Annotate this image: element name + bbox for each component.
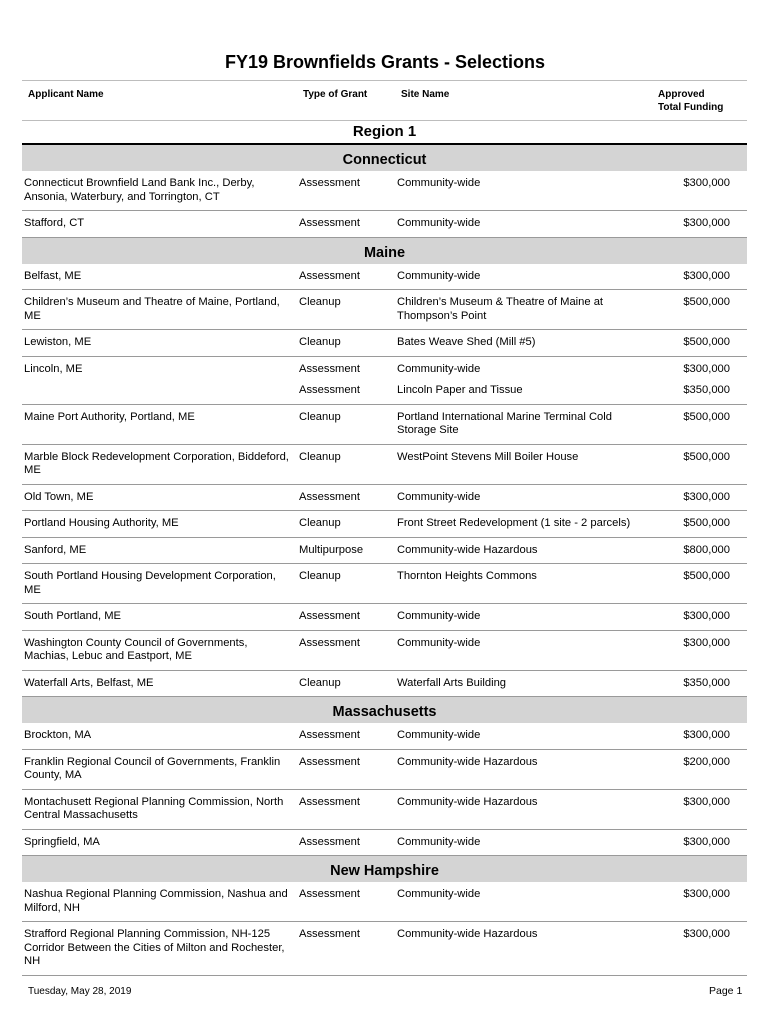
site-name-cell: Community-wide bbox=[397, 269, 481, 282]
table-row bbox=[22, 790, 747, 830]
site-name-cell: Community-wide bbox=[397, 636, 481, 649]
grant-type-cell: Assessment bbox=[299, 610, 360, 622]
site-name-cell: Community-wide bbox=[397, 610, 481, 622]
grant-type-cell: Cleanup bbox=[299, 570, 341, 582]
applicant-cell: Brockton, MA bbox=[24, 729, 92, 741]
site-name-cell: Community-wide bbox=[397, 729, 481, 741]
applicant-cell: Nashua Regional Planning Commission, Nashua and Milford, NH bbox=[24, 888, 288, 914]
grant-type-cell: Assessment bbox=[299, 729, 360, 741]
site-name-cell: Waterfall Arts Building bbox=[397, 676, 507, 689]
funding-cell: $500,000 bbox=[683, 296, 730, 308]
funding-cell: $300,000 bbox=[683, 177, 730, 189]
funding-cell: $300,000 bbox=[683, 217, 730, 229]
funding-cell: $300,000 bbox=[683, 835, 730, 848]
table-row bbox=[22, 357, 747, 381]
table-row bbox=[22, 671, 747, 698]
table-row bbox=[22, 405, 747, 445]
footer-page-number: Page 1 bbox=[709, 985, 743, 997]
table-row bbox=[22, 631, 747, 671]
applicant-cell: Maine Port Authority, Portland, ME bbox=[24, 410, 195, 423]
site-name-cell: Community-wide bbox=[397, 888, 481, 900]
grant-type-cell: Assessment bbox=[299, 269, 360, 282]
table-row bbox=[22, 882, 747, 922]
site-name-cell: Bates Weave Shed (Mill #5) bbox=[397, 336, 536, 348]
applicant-cell: Marble Block Redevelopment Corporation, Biddeford, ME bbox=[24, 450, 289, 476]
funding-cell: $300,000 bbox=[683, 636, 730, 649]
grant-type-cell: Cleanup bbox=[299, 336, 341, 348]
table-row bbox=[22, 511, 747, 538]
site-name-cell: Community-wide bbox=[397, 362, 481, 375]
column-header-funding bbox=[658, 88, 723, 114]
funding-cell: $300,000 bbox=[683, 795, 730, 808]
column-header-site: Site Name bbox=[401, 89, 450, 100]
applicant-cell: Old Town, ME bbox=[24, 490, 94, 503]
funding-cell: $500,000 bbox=[683, 410, 730, 423]
table-row bbox=[22, 538, 747, 565]
funding-cell: $200,000 bbox=[683, 755, 730, 768]
grant-type-cell: Assessment bbox=[299, 490, 360, 503]
grants-table bbox=[22, 145, 747, 976]
region-heading: Region 1 bbox=[352, 123, 417, 140]
state-heading: Massachusetts bbox=[22, 697, 747, 723]
site-name-cell: Community-wide bbox=[397, 217, 481, 229]
table-row bbox=[22, 264, 747, 291]
applicant-cell: Franklin Regional Council of Governments, Franklin County, MA bbox=[24, 755, 281, 781]
applicant-cell: South Portland, ME bbox=[24, 610, 122, 622]
table-row bbox=[22, 604, 747, 631]
applicant-cell: Lincoln, ME bbox=[24, 362, 83, 375]
applicant-cell: Strafford Regional Planning Commission, NH-125 Corridor Between the Cities of Milton and Rochester, NH bbox=[24, 928, 285, 967]
site-name-cell: Thornton Heights Commons bbox=[397, 570, 537, 582]
applicant-cell: Springfield, MA bbox=[24, 835, 100, 848]
grant-type-cell: Cleanup bbox=[299, 676, 341, 689]
grant-type-cell: Cleanup bbox=[299, 517, 341, 529]
table-row bbox=[22, 445, 747, 485]
applicant-cell: Sanford, ME bbox=[24, 543, 87, 556]
applicant-cell: Waterfall Arts, Belfast, ME bbox=[24, 676, 154, 689]
column-header-funding-line1: Approved bbox=[658, 89, 705, 100]
site-name-cell: Children’s Museum & Theatre of Maine at Thompson’s Point bbox=[397, 296, 604, 322]
table-row bbox=[22, 723, 747, 750]
funding-cell: $300,000 bbox=[683, 610, 730, 622]
funding-cell: $350,000 bbox=[683, 384, 730, 396]
table-row bbox=[22, 485, 747, 512]
applicant-cell bbox=[22, 384, 299, 398]
applicant-cell: Washington County Council of Governments, Machias, Lebuc and Eastport, ME bbox=[24, 636, 248, 662]
grant-type-cell: Assessment bbox=[299, 928, 360, 940]
grant-type-cell: Assessment bbox=[299, 795, 360, 808]
site-name-cell: Lincoln Paper and Tissue bbox=[397, 384, 523, 396]
site-name-cell: Front Street Redevelopment (1 site - 2 parcels) bbox=[397, 517, 631, 529]
grant-type-cell: Assessment bbox=[299, 835, 360, 848]
funding-cell: $300,000 bbox=[683, 362, 730, 375]
applicant-cell: Children’s Museum and Theatre of Maine, Portland, ME bbox=[24, 296, 280, 322]
grant-type-cell: Assessment bbox=[299, 636, 360, 649]
grant-type-cell: Assessment bbox=[299, 217, 360, 229]
state-heading: Maine bbox=[22, 238, 747, 264]
state-heading: New Hampshire bbox=[22, 856, 747, 882]
grant-type-cell: Assessment bbox=[299, 888, 360, 900]
funding-cell: $300,000 bbox=[683, 888, 730, 900]
grant-type-cell: Assessment bbox=[299, 177, 360, 189]
table-row bbox=[22, 750, 747, 790]
site-name-cell: Portland International Marine Terminal Cold Storage Site bbox=[397, 410, 612, 436]
funding-cell: $300,000 bbox=[683, 269, 730, 282]
applicant-cell: South Portland Housing Development Corporation, ME bbox=[24, 570, 276, 596]
page-title: FY19 Brownfields Grants - Selections bbox=[224, 52, 546, 72]
column-header-type: Type of Grant bbox=[303, 89, 368, 100]
site-name-cell: Community-wide Hazardous bbox=[397, 795, 538, 808]
table-row bbox=[22, 290, 747, 330]
site-name-cell: Community-wide Hazardous bbox=[397, 928, 538, 940]
grant-type-cell: Assessment bbox=[299, 362, 360, 375]
applicant-cell: Connecticut Brownfield Land Bank Inc., Derby, Ansonia, Waterbury, and Torrington, CT bbox=[24, 177, 255, 203]
funding-cell: $500,000 bbox=[683, 570, 730, 582]
column-header-funding-line2: Total Funding bbox=[658, 102, 724, 113]
table-row bbox=[22, 330, 747, 357]
funding-cell: $800,000 bbox=[683, 543, 730, 556]
table-row bbox=[22, 380, 747, 405]
applicant-cell: Portland Housing Authority, ME bbox=[24, 517, 179, 529]
funding-cell: $300,000 bbox=[683, 729, 730, 741]
site-name-cell: WestPoint Stevens Mill Boiler House bbox=[397, 450, 579, 463]
table-row bbox=[22, 922, 747, 976]
funding-cell: $500,000 bbox=[683, 517, 730, 529]
grant-type-cell: Assessment bbox=[299, 384, 360, 396]
funding-cell: $500,000 bbox=[683, 450, 730, 463]
site-name-cell: Community-wide bbox=[397, 177, 481, 189]
grant-type-cell: Cleanup bbox=[299, 450, 341, 463]
top-divider bbox=[22, 80, 747, 81]
state-heading: Connecticut bbox=[22, 145, 747, 171]
grant-type-cell: Cleanup bbox=[299, 410, 341, 423]
applicant-cell: Belfast, ME bbox=[24, 269, 82, 282]
applicant-cell: Stafford, CT bbox=[24, 217, 85, 229]
funding-cell: $350,000 bbox=[683, 676, 730, 689]
funding-cell: $300,000 bbox=[683, 928, 730, 940]
table-row bbox=[22, 830, 747, 857]
table-row bbox=[22, 171, 747, 211]
table-row bbox=[22, 211, 747, 238]
table-row bbox=[22, 564, 747, 604]
applicant-cell: Montachusett Regional Planning Commission, North Central Massachusetts bbox=[24, 795, 284, 821]
site-name-cell: Community-wide Hazardous bbox=[397, 543, 538, 556]
applicant-cell: Lewiston, ME bbox=[24, 336, 92, 348]
site-name-cell: Community-wide bbox=[397, 490, 481, 503]
funding-cell: $300,000 bbox=[683, 490, 730, 503]
site-name-cell: Community-wide Hazardous bbox=[397, 755, 538, 768]
column-header-applicant: Applicant Name bbox=[28, 89, 104, 100]
grant-type-cell: Assessment bbox=[299, 755, 360, 768]
grant-type-cell: Multipurpose bbox=[299, 543, 364, 556]
footer-date: Tuesday, May 28, 2019 bbox=[28, 986, 132, 997]
grant-type-cell: Cleanup bbox=[299, 296, 341, 308]
funding-cell: $500,000 bbox=[683, 336, 730, 348]
site-name-cell: Community-wide bbox=[397, 835, 481, 848]
